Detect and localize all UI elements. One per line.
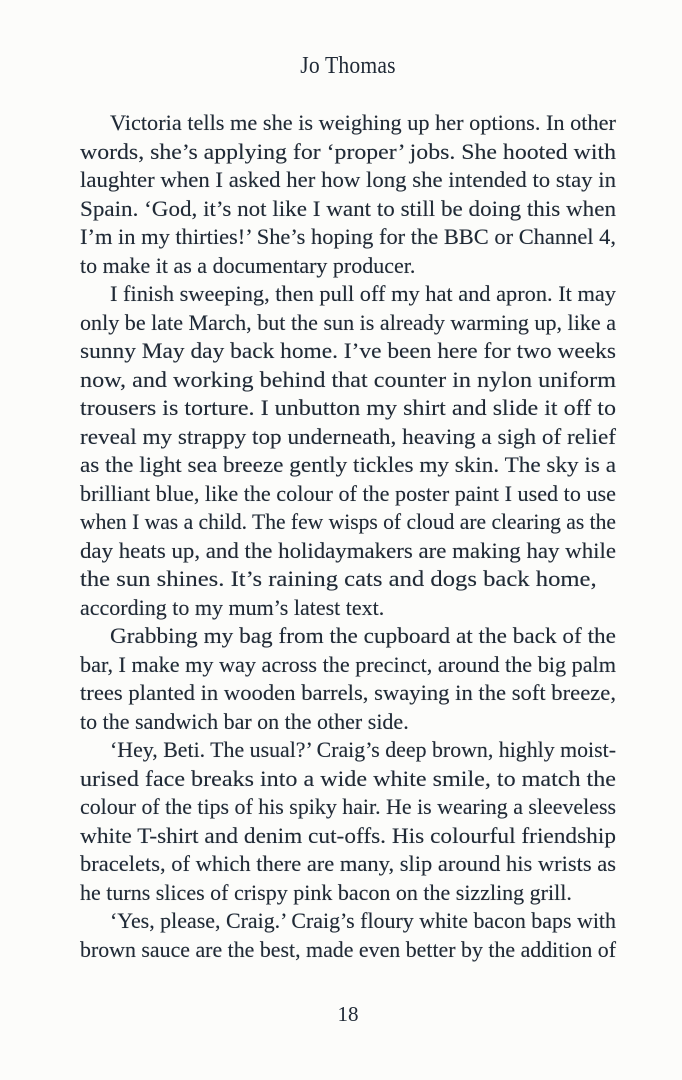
text-line: Spain. ‘God, it’s not like I want to still be doing this when: [80, 195, 616, 221]
text-line: to the sandwich bar on the other side.: [80, 708, 409, 734]
text-line: urised face breaks into a wide white smile, to match the: [80, 765, 616, 791]
text-line: sunny May day back home. I’ve been here for two weeks: [80, 338, 616, 363]
running-header-text: Jo Thomas: [300, 53, 396, 79]
running-header: [80, 52, 616, 81]
text-line: trees planted in wooden barrels, swaying in the soft breeze,: [80, 680, 616, 705]
text-line: only be late March, but the sun is already warming up, like a: [80, 309, 616, 335]
text-line: bracelets, of which there are many, slip around his wrists as: [80, 851, 616, 876]
page-body-text: [80, 109, 616, 964]
text-line: ‘Yes, please, Craig.’ Craig’s floury white bacon baps with: [110, 908, 616, 933]
text-line: brown sauce are the best, made even better by the addition of: [80, 936, 616, 962]
text-line: the sun shines. It’s raining cats and dogs back home,: [80, 566, 597, 591]
text-line: Grabbing my bag from the cupboard at the back of the: [110, 623, 616, 648]
text-line: he turns slices of crispy pink bacon on the sizzling grill.: [80, 879, 572, 905]
text-line: to make it as a documentary producer.: [80, 252, 416, 278]
text-line: laughter when I asked her how long she intended to stay in: [80, 167, 616, 192]
text-line: Victoria tells me she is weighing up her options. In other: [110, 110, 616, 135]
text-line: as the light sea breeze gently tickles my skin. The sky is a: [80, 452, 616, 477]
page-number: 18: [337, 1002, 359, 1026]
text-line: reveal my strappy top underneath, heaving a sigh of relief: [80, 423, 616, 449]
text-line: day heats up, and the holidaymakers are making hay while: [80, 537, 616, 563]
text-line: ‘Hey, Beti. The usual?’ Craig’s deep brown, highly moist-: [110, 737, 616, 762]
text-line: I finish sweeping, then pull off my hat and apron. It may: [110, 281, 616, 306]
text-line: according to my mum’s latest text.: [80, 594, 385, 620]
text-line: brilliant blue, like the colour of the poster paint I used to use: [80, 480, 616, 506]
text-line: I’m in my thirties!’ She’s hoping for the BBC or Channel 4,: [80, 224, 616, 249]
text-line: now, and working behind that counter in nylon uniform: [80, 366, 616, 392]
text-line: when I was a child. The few wisps of cloud are clearing as the: [80, 509, 616, 534]
text-line: bar, I make my way across the precinct, around the big palm: [80, 651, 616, 677]
text-line: words, she’s applying for ‘proper’ jobs. She hooted with: [80, 138, 616, 164]
text-line: white T-shirt and denim cut-offs. His colourful friendship: [80, 822, 616, 848]
text-line: trousers is torture. I unbutton my shirt and slide it off to: [80, 395, 616, 420]
text-line: colour of the tips of his spiky hair. He is wearing a sleeveless: [80, 794, 616, 819]
